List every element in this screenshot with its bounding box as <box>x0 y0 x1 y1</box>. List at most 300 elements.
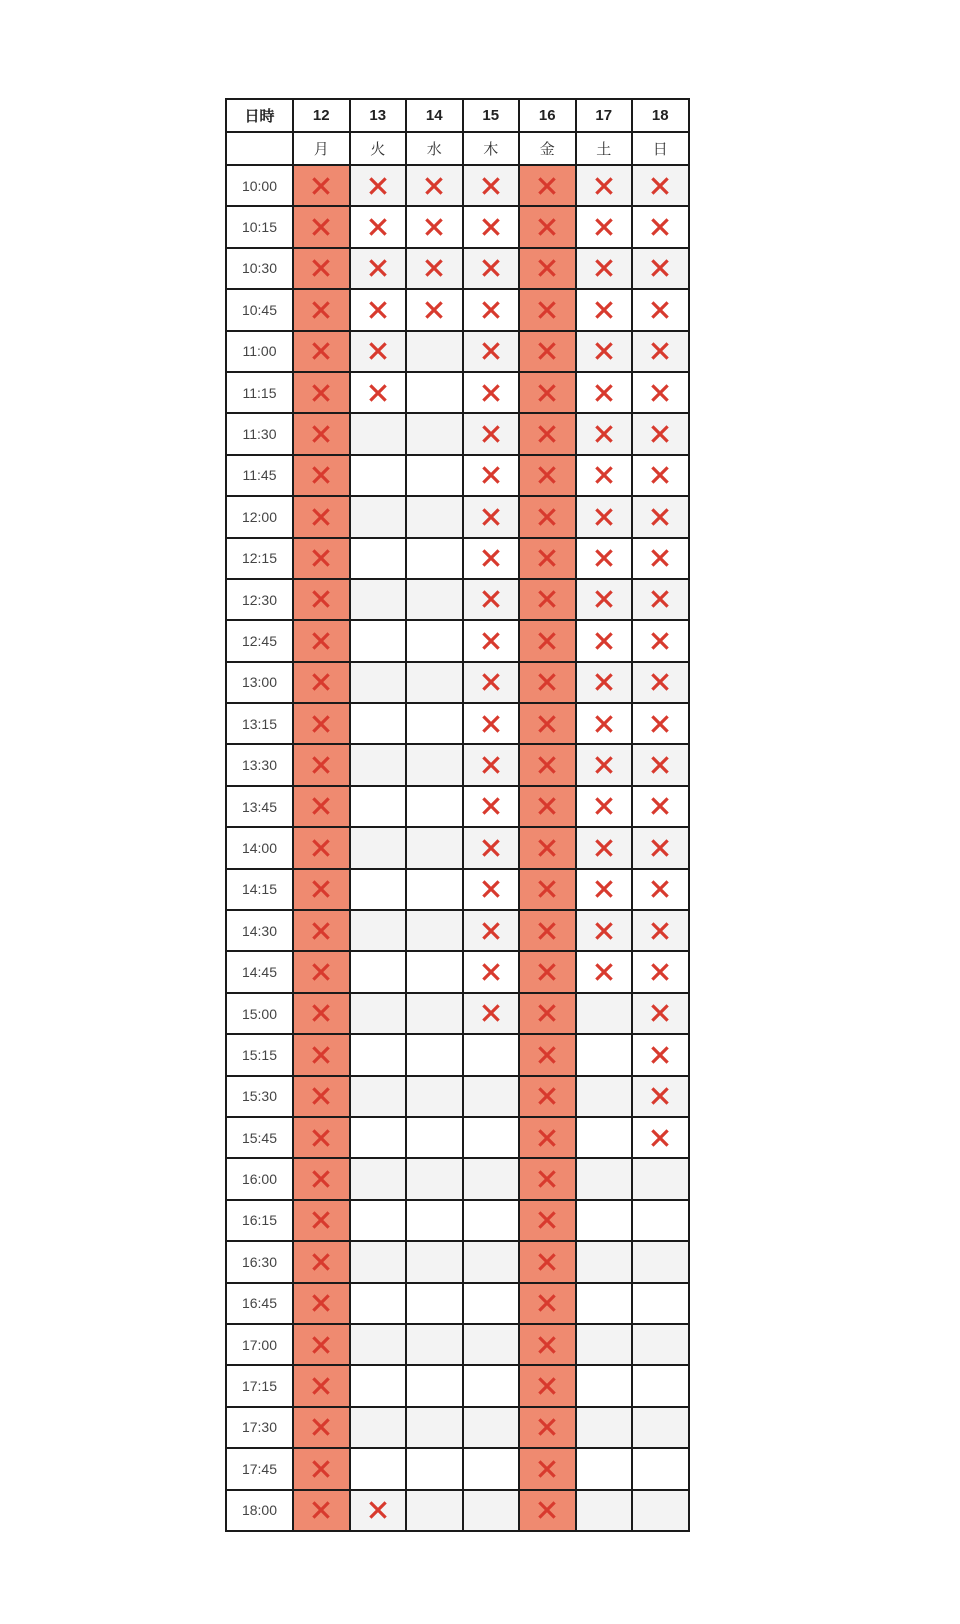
unavailable-slot <box>463 455 520 496</box>
available-slot[interactable] <box>406 1158 463 1199</box>
unavailable-slot <box>463 496 520 537</box>
close-x-icon <box>312 218 330 236</box>
available-slot[interactable] <box>576 1158 633 1199</box>
available-slot[interactable] <box>632 1158 689 1199</box>
time-label: 12:00 <box>226 496 293 537</box>
available-slot[interactable] <box>406 1200 463 1241</box>
available-slot[interactable] <box>576 1076 633 1117</box>
unavailable-slot <box>632 1034 689 1075</box>
available-slot[interactable] <box>406 1034 463 1075</box>
available-slot[interactable] <box>463 1117 520 1158</box>
available-slot[interactable] <box>406 455 463 496</box>
close-x-icon <box>482 963 500 981</box>
available-slot[interactable] <box>350 827 407 868</box>
available-slot[interactable] <box>406 1241 463 1282</box>
close-x-icon <box>595 342 613 360</box>
close-x-icon <box>312 632 330 650</box>
unavailable-slot <box>293 579 350 620</box>
available-slot[interactable] <box>576 993 633 1034</box>
unavailable-slot <box>519 1365 576 1406</box>
available-slot[interactable] <box>406 538 463 579</box>
unavailable-slot <box>576 869 633 910</box>
close-x-icon <box>595 673 613 691</box>
available-slot[interactable] <box>406 1117 463 1158</box>
available-slot[interactable] <box>350 910 407 951</box>
close-x-icon <box>312 756 330 774</box>
close-x-icon <box>482 797 500 815</box>
close-x-icon <box>651 1087 669 1105</box>
close-x-icon <box>651 880 669 898</box>
available-slot[interactable] <box>576 1034 633 1075</box>
close-x-icon <box>651 425 669 443</box>
unavailable-slot <box>350 372 407 413</box>
available-slot[interactable] <box>350 538 407 579</box>
close-x-icon <box>538 1211 556 1229</box>
available-slot[interactable] <box>350 620 407 661</box>
date-header-12: 12 <box>293 99 350 132</box>
close-x-icon <box>312 797 330 815</box>
available-slot[interactable] <box>406 1283 463 1324</box>
unavailable-slot <box>463 786 520 827</box>
available-slot[interactable] <box>576 1324 633 1365</box>
available-slot[interactable] <box>406 331 463 372</box>
available-slot[interactable] <box>632 1365 689 1406</box>
unavailable-slot <box>632 662 689 703</box>
available-slot[interactable] <box>350 951 407 992</box>
unavailable-slot <box>519 372 576 413</box>
unavailable-slot <box>632 827 689 868</box>
time-slot-row <box>226 1200 689 1241</box>
unavailable-slot <box>350 206 407 247</box>
available-slot[interactable] <box>632 1283 689 1324</box>
available-slot[interactable] <box>406 910 463 951</box>
close-x-icon <box>538 384 556 402</box>
close-x-icon <box>538 1377 556 1395</box>
time-label: 17:30 <box>226 1407 293 1448</box>
date-header-15: 15 <box>463 99 520 132</box>
close-x-icon <box>538 1087 556 1105</box>
unavailable-slot <box>519 620 576 661</box>
unavailable-slot <box>576 455 633 496</box>
available-slot[interactable] <box>632 1448 689 1489</box>
time-label: 17:15 <box>226 1365 293 1406</box>
unavailable-slot <box>519 703 576 744</box>
time-label: 14:00 <box>226 827 293 868</box>
close-x-icon <box>369 342 387 360</box>
available-slot[interactable] <box>632 1200 689 1241</box>
available-slot[interactable] <box>350 455 407 496</box>
unavailable-slot <box>293 1076 350 1117</box>
available-slot[interactable] <box>406 1407 463 1448</box>
close-x-icon <box>538 632 556 650</box>
time-slot-row <box>226 331 689 372</box>
close-x-icon <box>482 342 500 360</box>
time-label: 14:30 <box>226 910 293 951</box>
close-x-icon <box>312 839 330 857</box>
unavailable-slot <box>576 620 633 661</box>
unavailable-slot <box>293 993 350 1034</box>
unavailable-slot <box>519 165 576 206</box>
time-slot-row <box>226 703 689 744</box>
close-x-icon <box>651 922 669 940</box>
available-slot[interactable] <box>406 869 463 910</box>
close-x-icon <box>538 922 556 940</box>
available-slot[interactable] <box>406 413 463 454</box>
time-slot-row <box>226 786 689 827</box>
close-x-icon <box>369 218 387 236</box>
unavailable-slot <box>576 289 633 330</box>
available-slot[interactable] <box>576 1241 633 1282</box>
unavailable-slot <box>632 289 689 330</box>
available-slot[interactable] <box>406 372 463 413</box>
time-slot-row <box>226 372 689 413</box>
close-x-icon <box>595 301 613 319</box>
close-x-icon <box>482 715 500 733</box>
unavailable-slot <box>406 289 463 330</box>
close-x-icon <box>595 508 613 526</box>
close-x-icon <box>312 1004 330 1022</box>
unavailable-slot <box>576 910 633 951</box>
available-slot[interactable] <box>576 1448 633 1489</box>
weekday-header-thu: 木 <box>463 132 520 165</box>
date-header-13: 13 <box>350 99 407 132</box>
unavailable-slot <box>519 1490 576 1531</box>
available-slot[interactable] <box>350 1076 407 1117</box>
unavailable-slot <box>293 1448 350 1489</box>
close-x-icon <box>312 1170 330 1188</box>
unavailable-slot <box>463 413 520 454</box>
time-slot-row <box>226 1076 689 1117</box>
available-slot[interactable] <box>350 1324 407 1365</box>
time-label: 15:30 <box>226 1076 293 1117</box>
available-slot[interactable] <box>463 1490 520 1531</box>
available-slot[interactable] <box>350 1241 407 1282</box>
close-x-icon <box>538 839 556 857</box>
available-slot[interactable] <box>406 1448 463 1489</box>
unavailable-slot <box>463 827 520 868</box>
unavailable-slot <box>463 910 520 951</box>
close-x-icon <box>369 301 387 319</box>
time-slot-row <box>226 165 689 206</box>
close-x-icon <box>651 839 669 857</box>
available-slot[interactable] <box>463 1200 520 1241</box>
unavailable-slot <box>293 620 350 661</box>
unavailable-slot <box>350 165 407 206</box>
unavailable-slot <box>463 331 520 372</box>
close-x-icon <box>369 177 387 195</box>
time-label: 18:00 <box>226 1490 293 1531</box>
close-x-icon <box>538 508 556 526</box>
close-x-icon <box>538 218 556 236</box>
unavailable-slot <box>576 165 633 206</box>
unavailable-slot <box>519 206 576 247</box>
unavailable-slot <box>519 951 576 992</box>
time-slot-row <box>226 248 689 289</box>
close-x-icon <box>538 673 556 691</box>
close-x-icon <box>312 880 330 898</box>
unavailable-slot <box>519 662 576 703</box>
close-x-icon <box>312 1211 330 1229</box>
time-label: 10:15 <box>226 206 293 247</box>
time-slot-row <box>226 1241 689 1282</box>
available-slot[interactable] <box>406 744 463 785</box>
unavailable-slot <box>293 538 350 579</box>
available-slot[interactable] <box>576 1200 633 1241</box>
time-label: 15:15 <box>226 1034 293 1075</box>
available-slot[interactable] <box>350 1448 407 1489</box>
available-slot[interactable] <box>350 1117 407 1158</box>
close-x-icon <box>651 1046 669 1064</box>
unavailable-slot <box>576 538 633 579</box>
available-slot[interactable] <box>406 579 463 620</box>
weekday-header-sun: 日 <box>632 132 689 165</box>
close-x-icon <box>312 177 330 195</box>
available-slot[interactable] <box>632 1324 689 1365</box>
unavailable-slot <box>576 786 633 827</box>
available-slot[interactable] <box>350 786 407 827</box>
time-slots <box>226 165 689 1531</box>
unavailable-slot <box>293 1158 350 1199</box>
unavailable-slot <box>293 662 350 703</box>
time-label: 11:00 <box>226 331 293 372</box>
close-x-icon <box>595 797 613 815</box>
available-slot[interactable] <box>576 1490 633 1531</box>
time-slot-row <box>226 1158 689 1199</box>
available-slot[interactable] <box>350 413 407 454</box>
unavailable-slot <box>463 993 520 1034</box>
close-x-icon <box>482 259 500 277</box>
time-slot-row <box>226 496 689 537</box>
available-slot[interactable] <box>350 869 407 910</box>
unavailable-slot <box>519 538 576 579</box>
close-x-icon <box>651 177 669 195</box>
time-label: 17:00 <box>226 1324 293 1365</box>
close-x-icon <box>595 384 613 402</box>
unavailable-slot <box>293 703 350 744</box>
available-slot[interactable] <box>350 1365 407 1406</box>
available-slot[interactable] <box>406 827 463 868</box>
available-slot[interactable] <box>350 703 407 744</box>
close-x-icon <box>651 715 669 733</box>
close-x-icon <box>482 425 500 443</box>
close-x-icon <box>425 301 443 319</box>
unavailable-slot <box>293 289 350 330</box>
time-slot-row <box>226 579 689 620</box>
close-x-icon <box>369 384 387 402</box>
available-slot[interactable] <box>406 662 463 703</box>
time-slot-row <box>226 1117 689 1158</box>
close-x-icon <box>651 301 669 319</box>
unavailable-slot <box>632 248 689 289</box>
available-slot[interactable] <box>463 1241 520 1282</box>
available-slot[interactable] <box>406 1324 463 1365</box>
time-slot-row <box>226 827 689 868</box>
close-x-icon <box>482 880 500 898</box>
available-slot[interactable] <box>350 1283 407 1324</box>
available-slot[interactable] <box>350 1158 407 1199</box>
time-label: 15:45 <box>226 1117 293 1158</box>
available-slot[interactable] <box>632 1241 689 1282</box>
available-slot[interactable] <box>406 620 463 661</box>
weekday-corner-blank <box>226 132 293 165</box>
available-slot[interactable] <box>350 993 407 1034</box>
unavailable-slot <box>576 496 633 537</box>
available-slot[interactable] <box>632 1407 689 1448</box>
unavailable-slot <box>632 620 689 661</box>
close-x-icon <box>312 673 330 691</box>
unavailable-slot <box>519 993 576 1034</box>
unavailable-slot <box>293 910 350 951</box>
unavailable-slot <box>293 206 350 247</box>
close-x-icon <box>595 963 613 981</box>
available-slot[interactable] <box>463 1324 520 1365</box>
available-slot[interactable] <box>350 1200 407 1241</box>
available-slot[interactable] <box>406 1076 463 1117</box>
close-x-icon <box>425 177 443 195</box>
available-slot[interactable] <box>576 1117 633 1158</box>
close-x-icon <box>312 1129 330 1147</box>
close-x-icon <box>312 466 330 484</box>
close-x-icon <box>538 1336 556 1354</box>
available-slot[interactable] <box>463 1076 520 1117</box>
available-slot[interactable] <box>576 1365 633 1406</box>
close-x-icon <box>651 218 669 236</box>
available-slot[interactable] <box>576 1283 633 1324</box>
available-slot[interactable] <box>350 496 407 537</box>
unavailable-slot <box>632 910 689 951</box>
unavailable-slot <box>576 372 633 413</box>
close-x-icon <box>595 259 613 277</box>
close-x-icon <box>425 259 443 277</box>
unavailable-slot <box>293 496 350 537</box>
available-slot[interactable] <box>406 951 463 992</box>
close-x-icon <box>312 1294 330 1312</box>
available-slot[interactable] <box>463 1407 520 1448</box>
unavailable-slot <box>576 744 633 785</box>
close-x-icon <box>538 549 556 567</box>
available-slot[interactable] <box>406 496 463 537</box>
close-x-icon <box>538 177 556 195</box>
close-x-icon <box>312 342 330 360</box>
close-x-icon <box>595 922 613 940</box>
close-x-icon <box>312 1253 330 1271</box>
unavailable-slot <box>576 703 633 744</box>
available-slot[interactable] <box>463 1034 520 1075</box>
available-slot[interactable] <box>350 1407 407 1448</box>
close-x-icon <box>482 632 500 650</box>
unavailable-slot <box>406 165 463 206</box>
close-x-icon <box>651 1129 669 1147</box>
close-x-icon <box>312 922 330 940</box>
unavailable-slot <box>632 538 689 579</box>
unavailable-slot <box>632 413 689 454</box>
unavailable-slot <box>293 413 350 454</box>
close-x-icon <box>482 177 500 195</box>
close-x-icon <box>538 715 556 733</box>
close-x-icon <box>651 508 669 526</box>
close-x-icon <box>651 466 669 484</box>
unavailable-slot <box>519 1407 576 1448</box>
time-label: 10:00 <box>226 165 293 206</box>
weekday-header-fri: 金 <box>519 132 576 165</box>
time-label: 11:30 <box>226 413 293 454</box>
available-slot[interactable] <box>463 1283 520 1324</box>
available-slot[interactable] <box>350 744 407 785</box>
unavailable-slot <box>293 1365 350 1406</box>
reservation-schedule-table <box>225 98 690 1532</box>
close-x-icon <box>538 259 556 277</box>
unavailable-slot <box>576 331 633 372</box>
time-slot-row <box>226 538 689 579</box>
time-slot-row <box>226 662 689 703</box>
unavailable-slot <box>293 1324 350 1365</box>
close-x-icon <box>595 880 613 898</box>
available-slot[interactable] <box>350 1034 407 1075</box>
close-x-icon <box>538 756 556 774</box>
weekday-header-wed: 水 <box>406 132 463 165</box>
available-slot[interactable] <box>406 703 463 744</box>
unavailable-slot <box>463 538 520 579</box>
unavailable-slot <box>293 786 350 827</box>
close-x-icon <box>538 1460 556 1478</box>
available-slot[interactable] <box>406 993 463 1034</box>
available-slot[interactable] <box>463 1448 520 1489</box>
time-slot-row <box>226 206 689 247</box>
close-x-icon <box>369 259 387 277</box>
time-label: 13:30 <box>226 744 293 785</box>
unavailable-slot <box>406 248 463 289</box>
close-x-icon <box>482 301 500 319</box>
unavailable-slot <box>406 206 463 247</box>
available-slot[interactable] <box>576 1407 633 1448</box>
time-slot-row <box>226 413 689 454</box>
available-slot[interactable] <box>350 579 407 620</box>
available-slot[interactable] <box>632 1490 689 1531</box>
close-x-icon <box>482 756 500 774</box>
unavailable-slot <box>632 165 689 206</box>
close-x-icon <box>312 715 330 733</box>
unavailable-slot <box>519 1283 576 1324</box>
close-x-icon <box>538 590 556 608</box>
time-label: 11:45 <box>226 455 293 496</box>
available-slot[interactable] <box>350 662 407 703</box>
close-x-icon <box>312 1336 330 1354</box>
available-slot[interactable] <box>406 1365 463 1406</box>
unavailable-slot <box>519 1117 576 1158</box>
available-slot[interactable] <box>406 1490 463 1531</box>
unavailable-slot <box>463 869 520 910</box>
unavailable-slot <box>293 1490 350 1531</box>
close-x-icon <box>538 880 556 898</box>
available-slot[interactable] <box>463 1158 520 1199</box>
close-x-icon <box>595 839 613 857</box>
close-x-icon <box>538 342 556 360</box>
weekday-header-sat: 土 <box>576 132 633 165</box>
available-slot[interactable] <box>406 786 463 827</box>
close-x-icon <box>538 425 556 443</box>
time-label: 10:30 <box>226 248 293 289</box>
close-x-icon <box>482 549 500 567</box>
unavailable-slot <box>293 744 350 785</box>
unavailable-slot <box>519 579 576 620</box>
unavailable-slot <box>463 206 520 247</box>
unavailable-slot <box>576 248 633 289</box>
close-x-icon <box>482 218 500 236</box>
time-label: 12:15 <box>226 538 293 579</box>
unavailable-slot <box>293 1200 350 1241</box>
available-slot[interactable] <box>463 1365 520 1406</box>
time-label: 17:45 <box>226 1448 293 1489</box>
